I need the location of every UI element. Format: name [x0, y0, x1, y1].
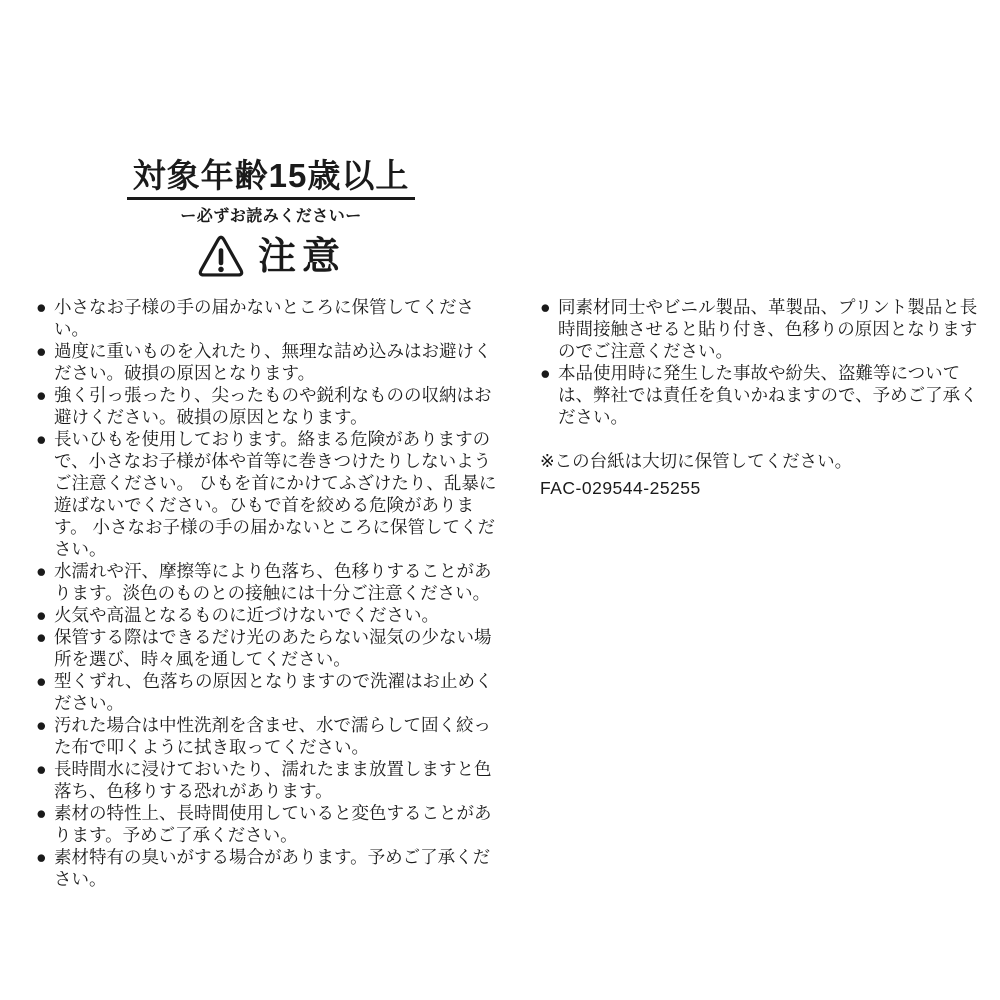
caution-label: 注意 — [257, 236, 346, 279]
warning-item-text: 素材の特性上、長時間使用していると変色することがあります。予めご了承ください。 — [54, 803, 492, 845]
bullet-marker: ● — [540, 297, 551, 317]
warning-item-text: 汚れた場合は中性洗剤を含ませ、水で濡らして固く絞った布で叩くように拭き取ってください。 — [54, 715, 491, 757]
warning-item — [36, 626, 504, 670]
bullet-marker: ● — [36, 297, 47, 317]
bullet-marker: ● — [36, 803, 47, 823]
warning-item-text: 同素材同士やビニル製品、革製品、プリント製品と長時間接触させると貼り付き、色移りの原因となりますのでご注意ください。 — [558, 297, 978, 361]
bullet-marker: ● — [36, 715, 47, 735]
bullet-marker: ● — [36, 429, 47, 449]
age-restriction-title: 対象年齢15歳以上 — [127, 158, 416, 200]
bullet-marker: ● — [36, 847, 47, 867]
warning-item-text: 小さなお子様の手の届かないところに保管してください。 — [54, 297, 474, 339]
warning-list-right — [540, 296, 992, 428]
warning-item — [36, 384, 504, 428]
warning-item-text: 本品使用時に発生した事故や紛失、盗難等については、弊社では責任を負いかねますので、予めご了承ください。 — [558, 363, 978, 427]
warning-item-text: 型くずれ、色落ちの原因となりますので洗濯はお止めください。 — [54, 671, 493, 713]
caution-heading — [36, 234, 506, 280]
warning-item — [36, 428, 504, 560]
bullet-marker: ● — [36, 627, 47, 647]
warning-item-text: 長時間水に浸けておいたり、濡れたまま放置しますと色落ち、色移りする恐れがあります。 — [54, 759, 492, 801]
warning-item — [540, 362, 992, 428]
warning-item-text: 素材特有の臭いがする場合があります。予めご了承ください。 — [54, 847, 491, 889]
warning-list-left — [36, 296, 504, 890]
bullet-marker: ● — [36, 671, 47, 691]
warning-item — [36, 560, 504, 604]
warning-item — [540, 296, 992, 362]
bullet-marker: ● — [36, 561, 47, 581]
bullet-marker: ● — [36, 385, 47, 405]
warning-item — [36, 670, 504, 714]
keep-card-note: ※この台紙は大切に保管してください。 — [540, 451, 853, 471]
warning-item-text: 強く引っ張ったり、尖ったものや鋭利なものの収納はお避けください。破損の原因となります。 — [54, 385, 492, 427]
warning-item — [36, 802, 504, 846]
warning-item — [36, 604, 504, 626]
bullet-marker: ● — [540, 363, 551, 383]
warning-item-text: 過度に重いものを入れたり、無理な詰め込みはお避けください。破損の原因となります。 — [54, 341, 492, 383]
warning-item — [36, 846, 504, 890]
warnings-left-column — [36, 296, 504, 890]
warning-item-text: 火気や高温となるものに近づけないでください。 — [54, 605, 439, 625]
warning-triangle-icon — [196, 234, 246, 280]
warning-item — [36, 714, 504, 758]
product-code: FAC-029544-25255 — [540, 478, 701, 498]
read-notice: ー必ずお読みくださいー — [180, 208, 362, 226]
bullet-marker: ● — [36, 341, 47, 361]
warning-item-text: 水濡れや汗、摩擦等により色落ち、色移りすることがあります。淡色のものとの接触には十分ご注意ください。 — [54, 561, 492, 603]
warning-item-text: 保管する際はできるだけ光のあたらない湿気の少ない場所を選び、時々風を通してください。 — [54, 627, 492, 669]
bullet-marker: ● — [36, 605, 47, 625]
warning-item — [36, 296, 504, 340]
warning-item — [36, 340, 504, 384]
header — [36, 158, 506, 280]
bullet-marker: ● — [36, 759, 47, 779]
warning-item-text: 長いひもを使用しております。絡まる危険がありますので、小さなお子様が体や首等に巻きつけたりしないようご注意ください。 ひもを首にかけてふざけたり、乱暴に遊ばないでください。ひもで首を絞める危険があります。 小さなお子様の手の届かないところに保管してください。 — [54, 429, 497, 559]
warning-item — [36, 758, 504, 802]
warnings-right-column — [540, 296, 992, 499]
